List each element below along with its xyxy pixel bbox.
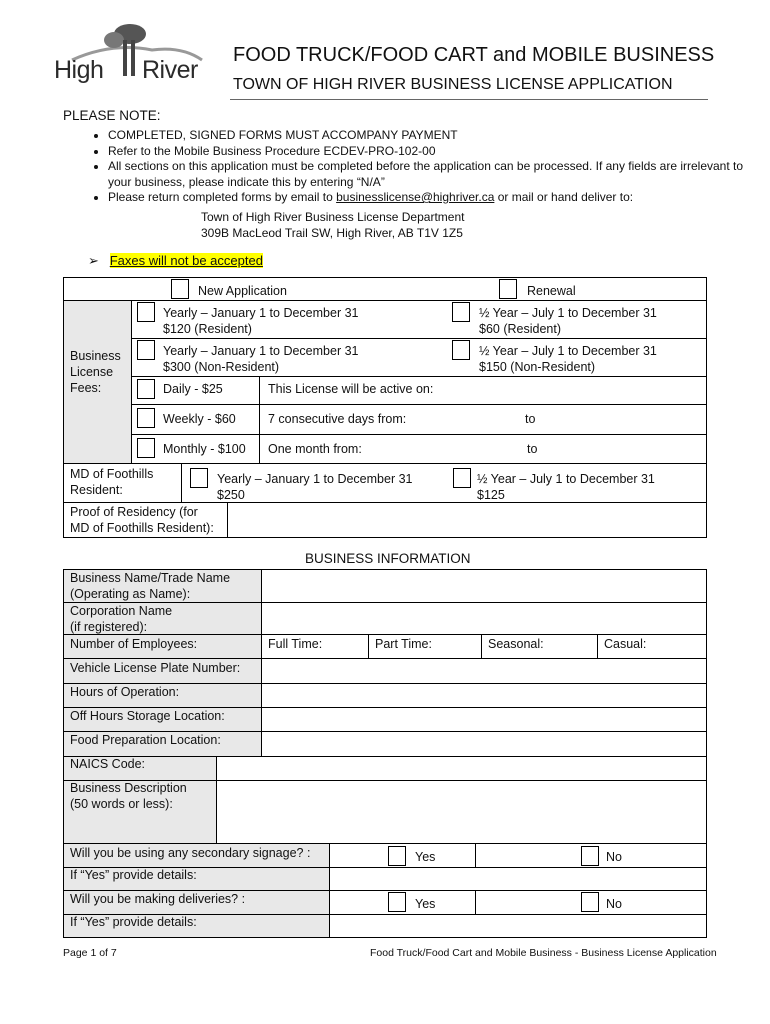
field-label: Vehicle License Plate Number: xyxy=(70,661,241,675)
casual-field[interactable]: Casual: xyxy=(604,637,647,651)
fax-notice: ➢ Faxes will not be accepted xyxy=(88,253,263,268)
notes-heading: PLEASE NOTE: xyxy=(63,108,161,123)
md-yearly-checkbox[interactable] xyxy=(190,468,208,488)
no-label: No xyxy=(606,850,622,864)
field-label: (Operating as Name): xyxy=(70,587,191,601)
option-text: $300 (Non-Resident) xyxy=(163,360,280,374)
note-item: • Refer to the Mobile Business Procedure ECDEV-PRO-102-00 xyxy=(108,144,748,160)
hours-input[interactable] xyxy=(263,685,705,706)
deliveries-no-checkbox[interactable] xyxy=(581,892,599,912)
title-rule xyxy=(230,99,708,100)
field-label: Off Hours Storage Location: xyxy=(70,709,225,723)
new-application-label: New Application xyxy=(198,284,287,298)
address-line-2: 309B MacLeod Trail SW, High River, AB T1V 1Z5 xyxy=(201,226,463,240)
plate-input[interactable] xyxy=(263,660,705,682)
page-title: FOOD TRUCK/FOOD CART and MOBILE BUSINESS xyxy=(233,44,715,66)
part-time-field[interactable]: Part Time: xyxy=(375,637,432,651)
option-text: Yearly – January 1 to December 31 xyxy=(163,306,359,320)
field-label: Business Description xyxy=(70,781,187,795)
footer-doc-title: Food Truck/Food Cart and Mobile Business - Business License Application xyxy=(370,947,717,959)
note-item: • Please return completed forms by email to businesslicense@highriver.ca or mail or hand deliver to: xyxy=(108,190,748,206)
page-number: Page 1 of 7 xyxy=(63,947,117,959)
option-text: $125 xyxy=(477,488,505,502)
new-application-checkbox[interactable] xyxy=(171,279,189,299)
proof-label: Proof of Residency (for xyxy=(70,505,198,519)
fees-label: Fees: xyxy=(70,381,102,395)
option-text: $120 (Resident) xyxy=(163,322,252,336)
storage-input[interactable] xyxy=(263,709,705,730)
option-text: $60 (Resident) xyxy=(479,322,561,336)
signage-details-input[interactable] xyxy=(331,868,705,889)
fees-label: Business xyxy=(70,349,121,363)
option-text: $150 (Non-Resident) xyxy=(479,360,596,374)
field-label: Food Preparation Location: xyxy=(70,733,221,747)
note-item: • COMPLETED, SIGNED FORMS MUST ACCOMPANY PAYMENT xyxy=(108,128,748,144)
option-text: ½ Year – July 1 to December 31 xyxy=(479,344,657,358)
note-item: • All sections on this application must be completed before the application can be processed. If any fields are irrelevant to your business, please indicate this by entering “N/A” xyxy=(108,159,748,190)
md-label: Resident: xyxy=(70,483,123,497)
proof-label: MD of Foothills Resident): xyxy=(70,521,214,535)
notes-list xyxy=(63,128,748,206)
corporation-name-input[interactable] xyxy=(263,604,705,633)
yes-label: Yes xyxy=(415,897,436,911)
prep-location-input[interactable] xyxy=(263,733,705,755)
option-text: to xyxy=(525,412,536,426)
renewal-checkbox[interactable] xyxy=(499,279,517,299)
seasonal-field[interactable]: Seasonal: xyxy=(488,637,544,651)
option-text: Weekly - $60 xyxy=(163,412,236,426)
logo-word-river: River xyxy=(142,56,198,84)
option-text: Daily - $25 xyxy=(163,382,223,396)
high-river-logo xyxy=(52,20,212,92)
half-year-non-resident-checkbox[interactable] xyxy=(452,340,470,360)
arrow-bullet-icon: ➢ xyxy=(88,253,110,268)
daily-checkbox[interactable] xyxy=(137,379,155,399)
fees-label: License xyxy=(70,365,114,379)
option-text: Yearly – January 1 to December 31 xyxy=(163,344,359,358)
weekly-checkbox[interactable] xyxy=(137,408,155,428)
deliveries-yes-checkbox[interactable] xyxy=(388,892,406,912)
business-name-input[interactable] xyxy=(263,571,705,601)
md-half-year-checkbox[interactable] xyxy=(453,468,471,488)
naics-input[interactable] xyxy=(218,757,705,779)
field-label: Corporation Name xyxy=(70,604,173,618)
business-info-heading: BUSINESS INFORMATION xyxy=(305,551,471,566)
field-label: (50 words or less): xyxy=(70,797,173,811)
option-text: This License will be active on: xyxy=(268,382,434,396)
option-text: Monthly - $100 xyxy=(163,442,246,456)
signage-yes-checkbox[interactable] xyxy=(388,846,406,866)
page-subtitle: TOWN OF HIGH RIVER BUSINESS LICENSE APPLICATION xyxy=(233,76,673,93)
logo-word-high: High xyxy=(54,56,104,84)
description-input[interactable] xyxy=(218,781,705,842)
option-text: 7 consecutive days from: xyxy=(268,412,407,426)
option-text: $250 xyxy=(217,488,245,502)
field-label: Business Name/Trade Name xyxy=(70,571,231,585)
option-text: One month from: xyxy=(268,442,362,456)
option-text: Yearly – January 1 to December 31 xyxy=(217,472,413,486)
option-text: ½ Year – July 1 to December 31 xyxy=(479,306,657,320)
full-time-field[interactable]: Full Time: xyxy=(268,637,323,651)
md-label: MD of Foothills xyxy=(70,467,154,481)
field-label: (if registered): xyxy=(70,620,148,634)
signage-no-checkbox[interactable] xyxy=(581,846,599,866)
half-year-resident-checkbox[interactable] xyxy=(452,302,470,322)
address-line-1: Town of High River Business License Department xyxy=(201,210,465,224)
field-label: Will you be using any secondary signage? : xyxy=(70,846,311,860)
yes-label: Yes xyxy=(415,850,436,864)
field-label: Will you be making deliveries? : xyxy=(70,892,246,906)
field-label: Number of Employees: xyxy=(70,637,198,651)
email-link[interactable]: businesslicense@highriver.ca xyxy=(336,190,495,204)
proof-input[interactable] xyxy=(229,504,705,536)
field-label: NAICS Code: xyxy=(70,757,146,771)
deliveries-details-input[interactable] xyxy=(331,915,705,936)
yearly-resident-checkbox[interactable] xyxy=(137,302,155,322)
monthly-checkbox[interactable] xyxy=(137,438,155,458)
field-label: If “Yes” provide details: xyxy=(70,915,197,929)
field-label: If “Yes” provide details: xyxy=(70,868,197,882)
option-text: ½ Year – July 1 to December 31 xyxy=(477,472,655,486)
field-label: Hours of Operation: xyxy=(70,685,180,699)
no-label: No xyxy=(606,897,622,911)
renewal-label: Renewal xyxy=(527,284,576,298)
option-text: to xyxy=(527,442,538,456)
yearly-non-resident-checkbox[interactable] xyxy=(137,340,155,360)
